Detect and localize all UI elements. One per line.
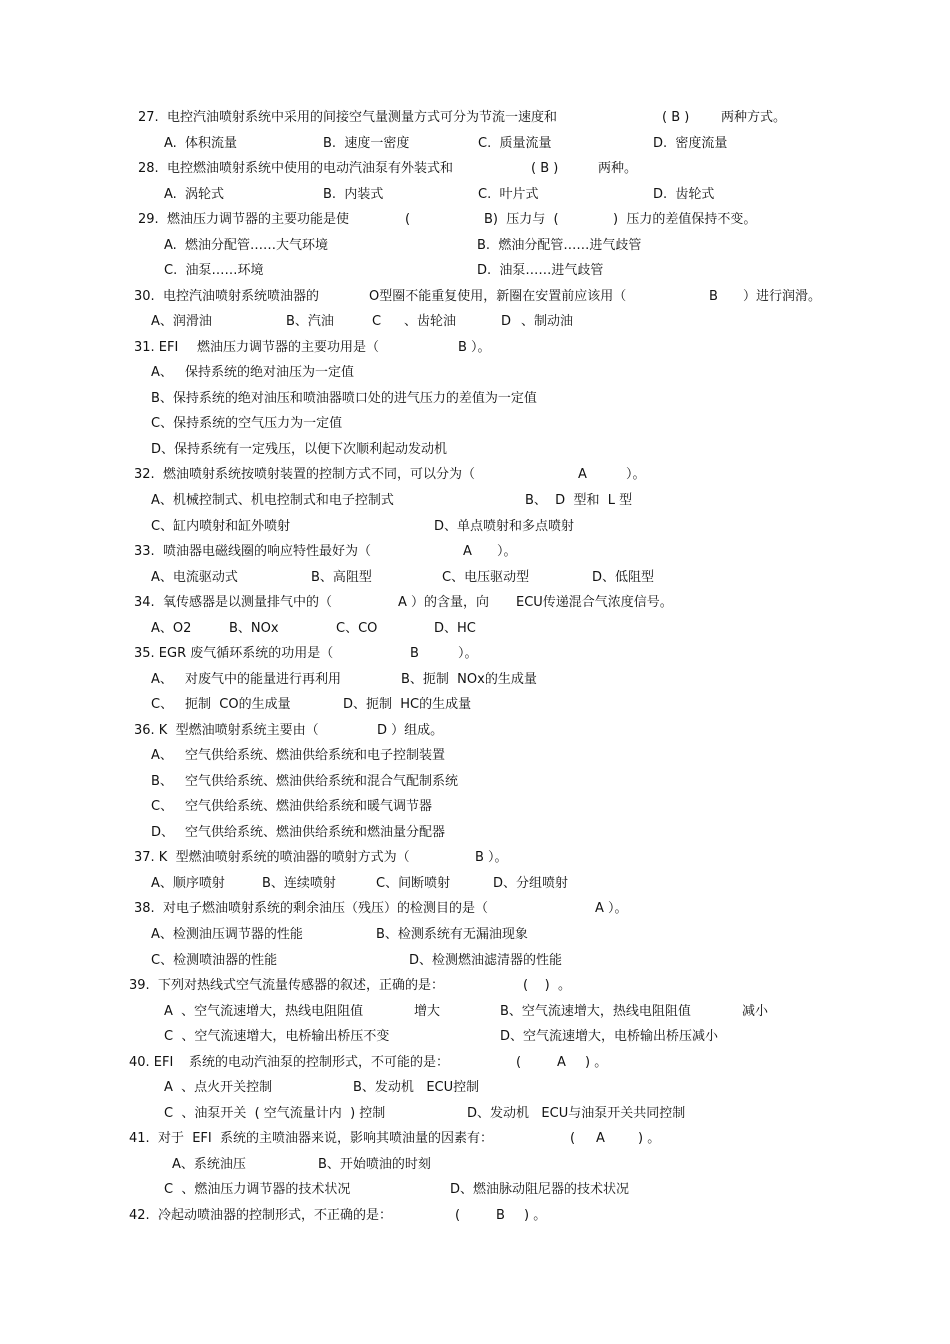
text-segment: C [372, 314, 382, 329]
text-segment: A、润滑油 [151, 314, 212, 329]
text-segment: D、发动机 ECU与油泵开关共同控制 [467, 1106, 686, 1121]
text-segment: C. 质量流量 [478, 136, 552, 151]
text-segment: 燃油压力调节器的主要功用是（ [197, 340, 380, 355]
text-segment: ( B ) [531, 161, 559, 176]
text-segment: 扼制 CO的生成量 [185, 697, 291, 712]
text-segment: B、扼制 NOx的生成量 [401, 672, 537, 687]
text-segment: C、CO [336, 621, 378, 636]
text-segment: B、保持系统的绝对油压和喷油器喷口处的进气压力的差值为一定值 [151, 391, 537, 406]
text-segment: B. 速度一密度 [323, 136, 410, 151]
text-segment: ) 。 [638, 1131, 661, 1146]
text-segment: 减小 [742, 1004, 769, 1019]
text-segment: ECU传递混合气浓度信号。 [516, 595, 673, 610]
text-segment: 空气供给系统、燃油供给系统和混合气配制系统 [185, 774, 459, 789]
text-segment: C、电压驱动型 [442, 570, 530, 585]
text-segment: C. 油泵……环境 [164, 263, 264, 278]
text-segment: 40. EFI [129, 1055, 174, 1070]
text-segment: ( [405, 212, 411, 227]
text-segment: C、检测喷油器的性能 [151, 953, 278, 968]
text-segment: A、 [151, 748, 173, 763]
text-segment: D、检测燃油滤清器的性能 [409, 953, 563, 968]
text-segment: A 、点火开关控制 [164, 1080, 273, 1095]
text-segment: B、开始喷油的时刻 [318, 1157, 431, 1172]
text-segment: ) 压力的差值保持不变。 [613, 212, 757, 227]
text-segment: 37. K 型燃油喷射系统的喷油器的喷射方式为（ [134, 850, 410, 865]
text-segment: 36. K 型燃油喷射系统主要由（ [134, 723, 319, 738]
text-segment: A. 体积流量 [164, 136, 238, 151]
text-segment: D、单点喷射和多点喷射 [434, 519, 575, 534]
text-segment: D、空气流速增大，电桥输出桥压减小 [500, 1029, 719, 1044]
text-segment: ) 。 [585, 1055, 608, 1070]
text-segment: C、 [151, 799, 174, 814]
text-segment: B、连续喷射 [262, 876, 336, 891]
text-segment: A、电流驱动式 [151, 570, 238, 585]
text-segment: B、高阻型 [311, 570, 372, 585]
text-segment: A ）的含量，向 [398, 595, 490, 610]
text-segment: D ）组成。 [377, 723, 444, 738]
text-segment: C. 叶片式 [478, 187, 539, 202]
text-segment: D. 齿轮式 [653, 187, 715, 202]
text-segment: D、扼制 HC的生成量 [343, 697, 472, 712]
text-segment: C 、油泵开关 ( 空气流量计内 ) 控制 [164, 1106, 386, 1121]
text-segment: ）。 [626, 467, 646, 482]
text-segment: 39. 下列对热线式空气流量传感器的叙述，正确的是： [129, 978, 444, 993]
text-segment: A [578, 467, 587, 482]
text-segment: 增大 [414, 1004, 441, 1019]
text-segment: A、O2 [151, 621, 192, 636]
text-segment: C 、空气流速增大，电桥输出桥压不变 [164, 1029, 390, 1044]
text-segment: B、汽油 [286, 314, 334, 329]
text-segment: 空气供给系统、燃油供给系统和电子控制装置 [185, 748, 446, 763]
text-segment: C、间断喷射 [376, 876, 451, 891]
text-segment: B、发动机 ECU控制 [353, 1080, 480, 1095]
text-segment: A. 燃油分配管……大气环境 [164, 238, 329, 253]
text-segment: 31. EFI [134, 340, 179, 355]
text-segment: A 、空气流速增大，热线电阻阻值 [164, 1004, 364, 1019]
text-segment: A、检测油压调节器的性能 [151, 927, 303, 942]
text-segment: D、保持系统有一定残压，以便下次顺利起动发动机 [151, 442, 448, 457]
text-segment: ( B ) [662, 110, 690, 125]
text-segment: 对废气中的能量进行再利用 [185, 672, 342, 687]
text-segment: 空气供给系统、燃油供给系统和暖气调节器 [185, 799, 433, 814]
text-segment: C、保持系统的空气压力为一定值 [151, 416, 343, 431]
text-segment: ( [455, 1208, 461, 1223]
text-segment: D、燃油脉动阻尼器的技术状况 [450, 1182, 630, 1197]
text-segment: 33. 喷油器电磁线圈的响应特性最好为（ [134, 544, 371, 559]
text-segment: D [501, 314, 512, 329]
text-segment: A [596, 1131, 605, 1146]
text-segment: B. 燃油分配管……进气歧管 [477, 238, 642, 253]
text-segment: 34. 氧传感器是以测量排气中的（ [134, 595, 332, 610]
text-segment: B ）。 [458, 340, 491, 355]
text-segment: B [709, 289, 718, 304]
text-segment: 28. 电控燃油喷射系统中使用的电动汽油泵有外装式和 [138, 161, 453, 176]
text-segment: D. 油泵……进气歧管 [477, 263, 604, 278]
text-segment: 30. 电控汽油喷射系统喷油器的 [134, 289, 319, 304]
text-segment: B. 内装式 [323, 187, 384, 202]
text-segment: D、 [151, 825, 175, 840]
text-segment: 38. 对电子燃油喷射系统的剩余油压（残压）的检测目的是（ [134, 901, 488, 916]
text-segment: B [496, 1208, 505, 1223]
text-segment: A、 [151, 672, 173, 687]
text-segment: 41. 对于 EFI 系统的主喷油器来说，影响其喷油量的因素有： [129, 1131, 493, 1146]
text-segment: 、齿轮油 [404, 314, 457, 329]
text-segment: ( [516, 1055, 522, 1070]
text-segment: B、空气流速增大，热线电阻阻值 [500, 1004, 691, 1019]
text-segment: A ）。 [595, 901, 628, 916]
text-segment: A、顺序喷射 [151, 876, 225, 891]
text-segment: B ）。 [475, 850, 508, 865]
text-segment: B [410, 646, 419, 661]
text-segment: ）进行润滑。 [743, 289, 822, 304]
text-segment: 空气供给系统、燃油供给系统和燃油量分配器 [185, 825, 446, 840]
text-segment: ( ) 。 [523, 978, 571, 993]
text-segment: ( [570, 1131, 576, 1146]
text-segment: ）。 [458, 646, 478, 661]
text-segment: B、 [151, 774, 173, 789]
text-segment: O型圈不能重复使用，新圈在安置前应该用（ [369, 289, 627, 304]
text-segment: ) 。 [524, 1208, 547, 1223]
text-segment: C、缸内喷射和缸外喷射 [151, 519, 291, 534]
text-segment: A、 [151, 365, 173, 380]
text-segment: 32. 燃油喷射系统按喷射装置的控制方式不同，可以分为（ [134, 467, 475, 482]
text-segment: C、 [151, 697, 174, 712]
text-segment: 两种。 [598, 161, 638, 176]
text-segment: A [557, 1055, 566, 1070]
text-segment: B、 D 型和 L 型 [525, 493, 633, 508]
text-segment: 27. 电控汽油喷射系统中采用的间接空气量测量方式可分为节流一速度和 [138, 110, 557, 125]
text-segment: D、分组喷射 [493, 876, 569, 891]
text-segment: ）。 [497, 544, 517, 559]
text-segment: D、低阻型 [592, 570, 655, 585]
text-segment: A [463, 544, 472, 559]
text-segment: 两种方式。 [721, 110, 787, 125]
text-segment: 35. EGR 废气循环系统的功用是（ [134, 646, 334, 661]
text-segment: C 、燃油压力调节器的技术状况 [164, 1182, 351, 1197]
text-segment: 42. 冷起动喷油器的控制形式，不正确的是： [129, 1208, 392, 1223]
text-segment: A. 涡轮式 [164, 187, 225, 202]
text-segment: D. 密度流量 [653, 136, 728, 151]
text-segment: A、机械控制式、机电控制式和电子控制式 [151, 493, 394, 508]
text-segment: 、制动油 [521, 314, 574, 329]
text-segment: B、NOx [229, 621, 279, 636]
text-segment: A、系统油压 [172, 1157, 246, 1172]
text-segment: 29. 燃油压力调节器的主要功能是使 [138, 212, 349, 227]
text-segment: B) 压力与 ( [484, 212, 559, 227]
text-segment: 系统的电动汽油泵的控制形式，不可能的是： [189, 1055, 450, 1070]
text-segment: 保持系统的绝对油压为一定值 [185, 365, 355, 380]
text-segment: D、HC [434, 621, 476, 636]
text-segment: B、检测系统有无漏油现象 [376, 927, 528, 942]
